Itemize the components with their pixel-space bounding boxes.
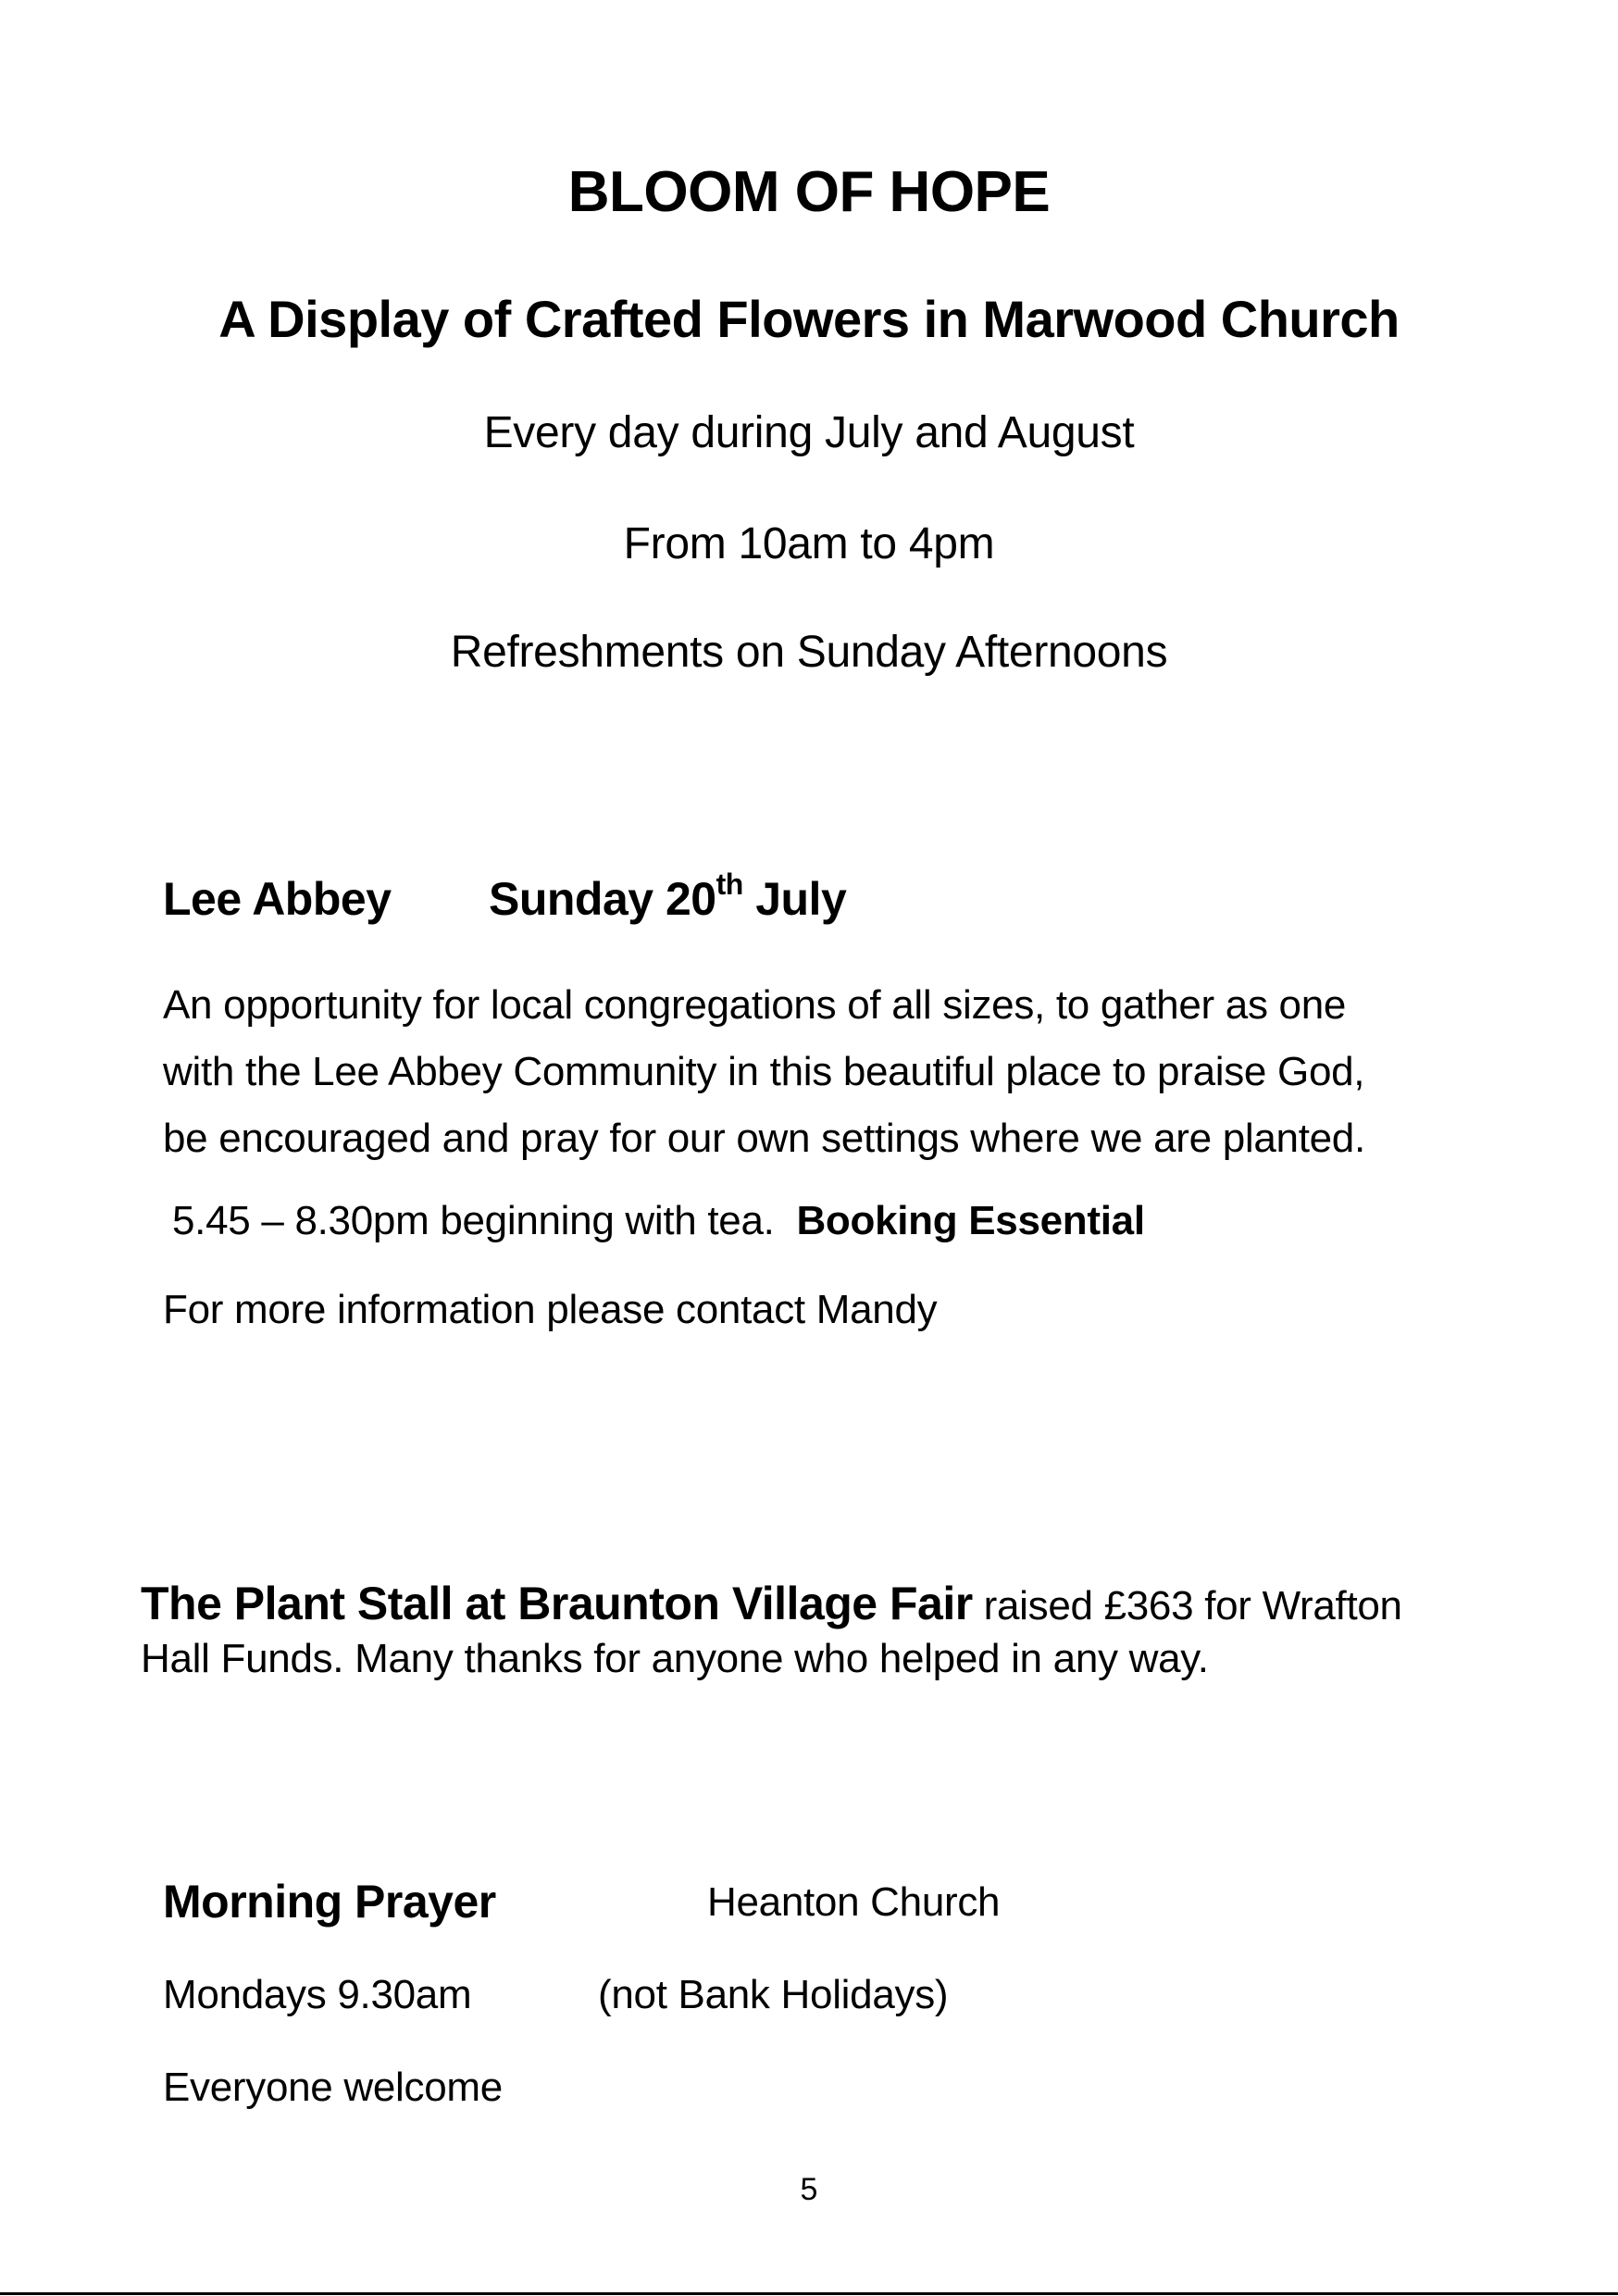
lee-abbey-description — [163, 972, 1477, 1172]
page-title: BLOOM OF HOPE — [567, 160, 1051, 224]
lee-abbey-date-month: July — [742, 873, 847, 925]
morning-prayer-welcome: Everyone welcome — [163, 2065, 503, 2110]
display-hours: From 10am to 4pm — [623, 519, 995, 568]
display-dates: Every day during July and August — [483, 408, 1135, 457]
lee-abbey-date-prefix: Sunday 20 — [489, 873, 716, 925]
plant-stall-line-1 — [141, 1577, 1483, 1630]
lee-abbey-contact: For more information please contact Mandy — [163, 1287, 938, 1332]
plant-stall-amount: raised £363 for Wrafton — [972, 1583, 1402, 1628]
morning-prayer-note: (not Bank Holidays) — [598, 1972, 949, 2017]
bottom-border-line — [0, 2292, 1618, 2295]
plant-stall-notice — [141, 1577, 1483, 1682]
lee-abbey-date — [489, 867, 847, 926]
description-line: with the Lee Abbey Community in this beautiful place to praise God, — [163, 1049, 1365, 1094]
page-subtitle: A Display of Crafted Flowers in Marwood Church — [218, 290, 1400, 348]
morning-prayer-location: Heanton Church — [707, 1879, 1001, 1925]
lee-abbey-time-text: 5.45 – 8.30pm beginning with tea. — [172, 1198, 797, 1243]
display-refreshments: Refreshments on Sunday Afternoons — [450, 628, 1168, 677]
booking-essential-label: Booking Essential — [796, 1198, 1145, 1243]
lee-abbey-heading: Lee Abbey — [163, 873, 392, 925]
lee-abbey-date-ordinal: th — [716, 867, 743, 901]
description-line: An opportunity for local congregations of all sizes, to gather as one — [163, 982, 1347, 1028]
plant-stall-heading: The Plant Stall at Braunton Village Fair — [141, 1578, 973, 1629]
description-line: be encouraged and pray for our own settings where we are planted. — [163, 1116, 1365, 1161]
plant-stall-line-2: Hall Funds. Many thanks for anyone who helped in any way. — [141, 1636, 1209, 1681]
page-number: 5 — [800, 2172, 818, 2207]
morning-prayer-time: Mondays 9.30am — [163, 1972, 472, 2017]
morning-prayer-heading: Morning Prayer — [163, 1876, 496, 1928]
lee-abbey-time — [172, 1198, 1145, 1244]
